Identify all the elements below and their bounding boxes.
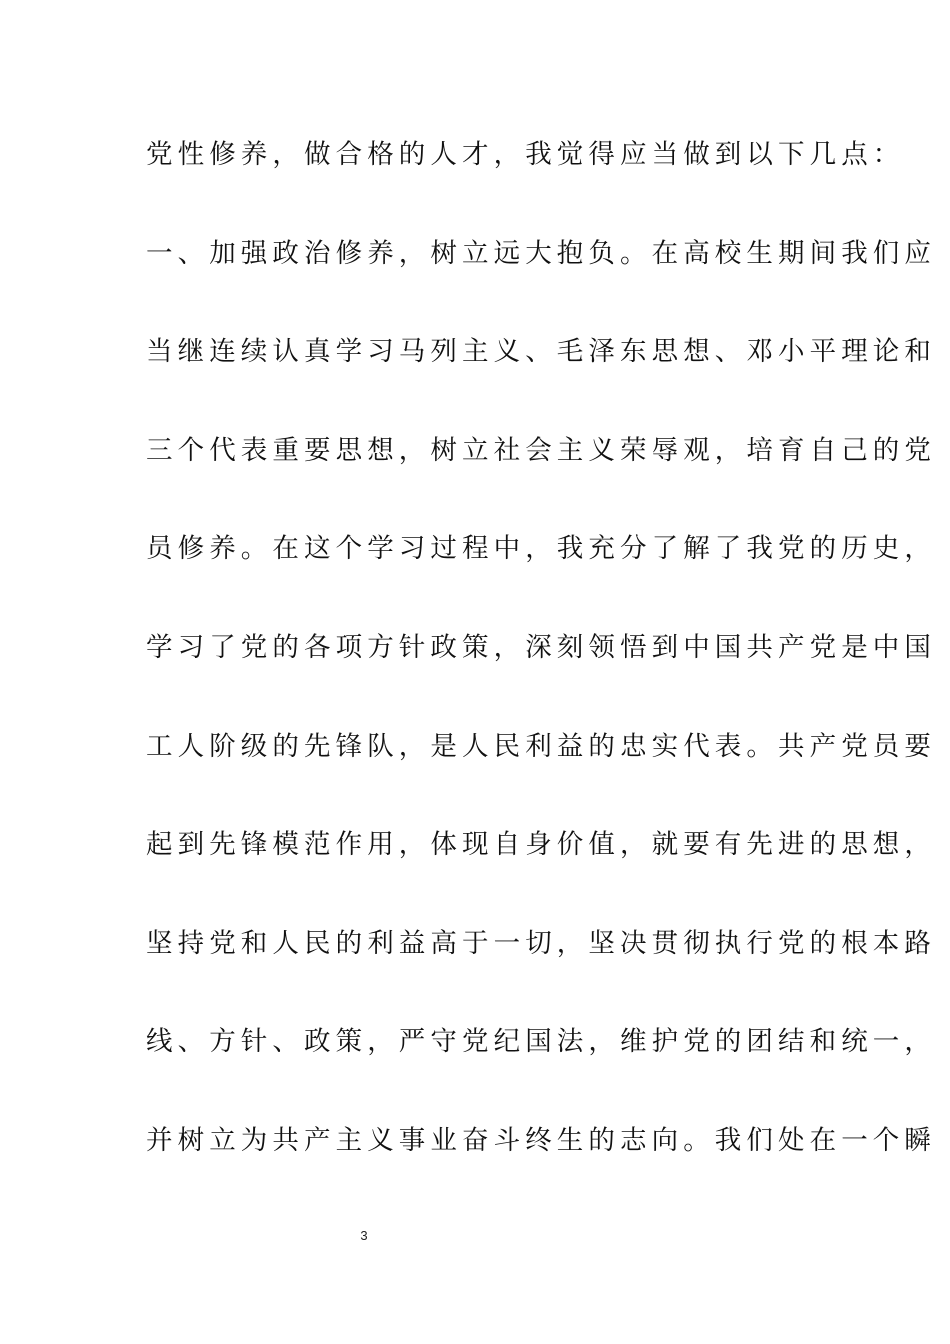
text-line: 工人阶级的先锋队，是人民利益的忠实代表。共产党员要 — [146, 730, 936, 762]
text-line: 党性修养，做合格的人才，我觉得应当做到以下几点： — [146, 139, 905, 170]
text-line: 员修养。在这个学习过程中，我充分了解了我党的历史， — [146, 533, 936, 565]
text-line: 学习了党的各项方针政策，深刻领悟到中国共产党是中国 — [146, 631, 936, 663]
text-line: 起到先锋模范作用，体现自身价值，就要有先进的思想， — [146, 829, 936, 861]
text-line: 三个代表重要思想，树立社会主义荣辱观，培育自己的党 — [146, 434, 936, 466]
text-line: 并树立为共产主义事业奋斗终生的志向。我们处在一个瞬 — [146, 1124, 936, 1156]
text-line: 线、方针、政策，严守党纪国法，维护党的团结和统一， — [146, 1026, 936, 1058]
text-line: 当继连续认真学习马列主义、毛泽东思想、邓小平理论和 — [146, 336, 936, 368]
text-line: 一、加强政治修养，树立远大抱负。在高校生期间我们应 — [146, 237, 936, 269]
text-line: 坚持党和人民的利益高于一切，坚决贯彻执行党的根本路 — [146, 927, 936, 959]
body-text — [146, 133, 936, 1218]
page-number: 3 — [360, 1228, 368, 1243]
